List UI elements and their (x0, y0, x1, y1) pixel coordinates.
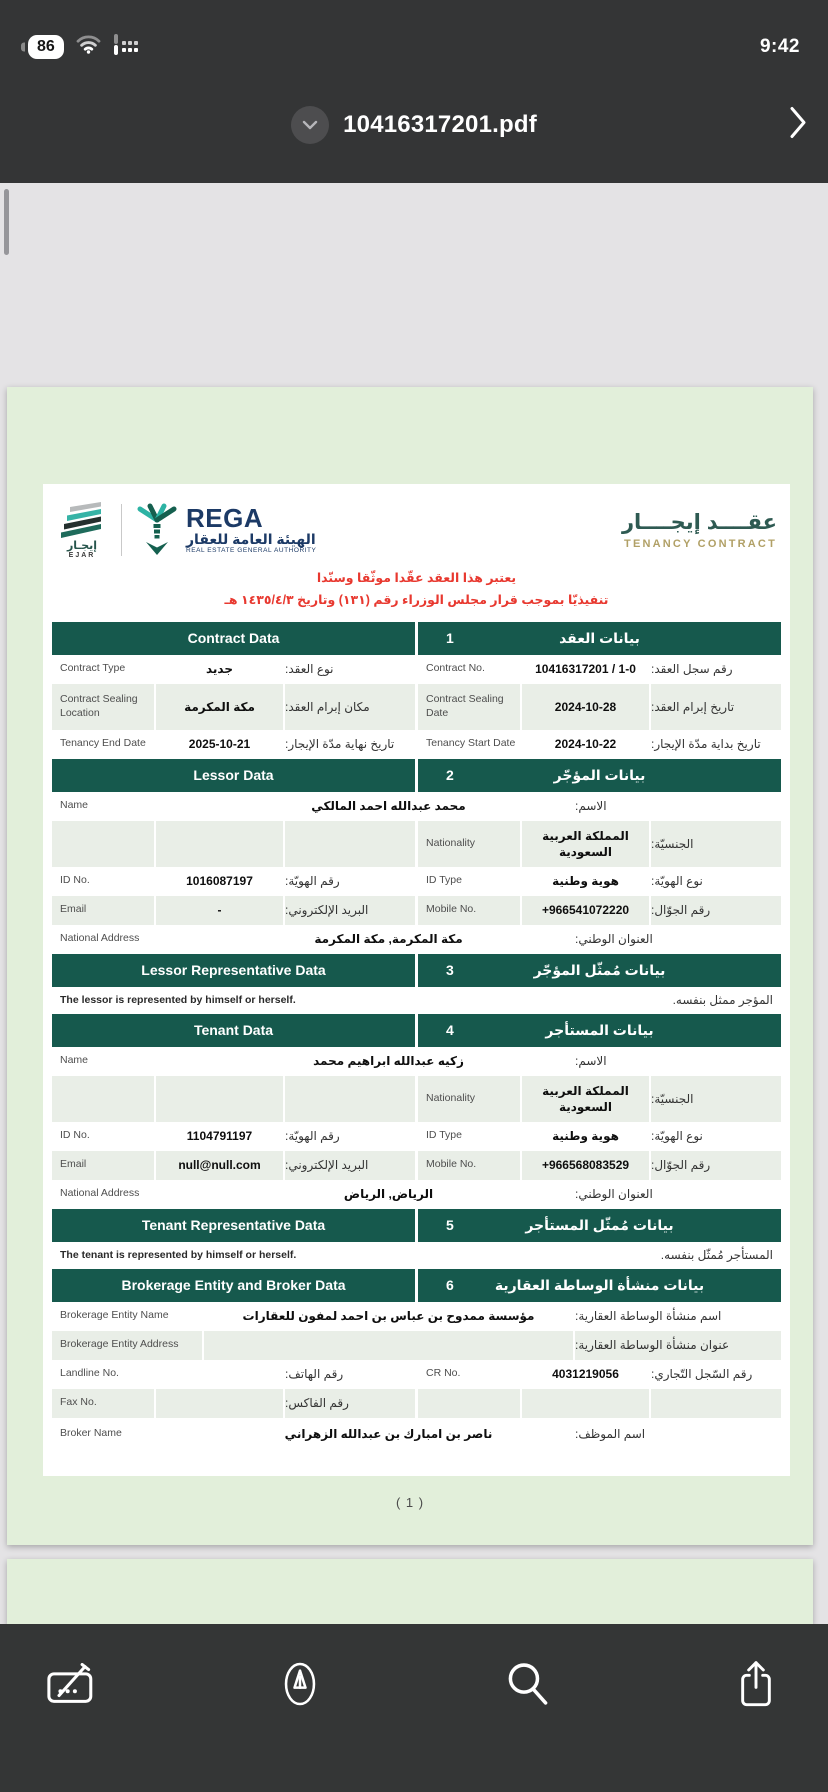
field-label-en: ID No. (52, 1122, 154, 1151)
representative-note (52, 987, 781, 1014)
field-value: المملكة العربية السعودية (522, 1076, 649, 1122)
pdf-page-1 (7, 387, 813, 1545)
section-lessor-representative (52, 954, 781, 1014)
field-value: هوية وطنية (522, 1122, 649, 1151)
field-label-en: Brokerage Entity Name (52, 1302, 202, 1331)
section-title-ar: بيانات منشأة الوساطة العقارية (494, 1276, 705, 1293)
field-label-en: CR No. (418, 1360, 520, 1389)
field-label-ar: الاسم: (575, 792, 781, 821)
field-label-en: ID No. (52, 867, 154, 896)
document-title-bar (0, 94, 828, 156)
field-value: الرياض, الرياض (204, 1180, 573, 1209)
field-label-en: Tenancy End Date (52, 730, 154, 759)
section-tenant-representative (52, 1209, 781, 1269)
bottom-toolbar (0, 1624, 828, 1792)
field-value: زكيه عبدالله ابراهيم محمد (204, 1047, 573, 1076)
contract-title-english: TENANCY CONTRACT (624, 538, 777, 550)
field-label-ar: الاسم: (575, 1047, 781, 1076)
field-value: +966541072220 (522, 896, 649, 925)
ejar-logo-latin: EJAR (68, 551, 96, 559)
table-row (52, 1151, 781, 1180)
field-label-en: ID Type (418, 867, 520, 896)
search-button[interactable] (500, 1656, 556, 1712)
field-label-en: Mobile No. (418, 896, 520, 925)
table-row (52, 684, 781, 730)
field-label-ar: تاريخ نهاية مدّة الإيجار: (285, 730, 415, 759)
ejar-stripes-icon (59, 502, 105, 538)
section-title-en: Lessor Representative Data (52, 954, 415, 987)
field-label-ar: البريد الإلكتروني: (285, 896, 415, 925)
section-contract-data (52, 622, 781, 759)
field-label-en: Tenancy Start Date (418, 730, 520, 759)
section-number: 5 (446, 1217, 454, 1234)
top-bar (0, 0, 828, 183)
field-value (204, 1331, 573, 1360)
section-title-ar: بيانات مُمثّل المؤجّر (533, 961, 666, 978)
field-label-en: Name (52, 792, 202, 821)
field-label-ar: نوع العقد: (285, 655, 415, 684)
field-value (156, 1360, 283, 1389)
markup-pencil-icon (283, 1660, 317, 1708)
field-label-ar: تاريخ بداية مدّة الإيجار: (651, 730, 781, 759)
rega-english-name: REAL ESTATE GENERAL AUTHORITY (186, 547, 317, 555)
section-title-en: Tenant Representative Data (52, 1209, 415, 1242)
field-value: +966568083529 (522, 1151, 649, 1180)
legal-notice-line1: يعتبر هذا العقد عقّدا موثّقا وسنّدا (316, 571, 517, 585)
field-label-ar: رقم الجوّال: (651, 1151, 781, 1180)
field-label-en: Email (52, 896, 154, 925)
table-row (52, 1180, 781, 1209)
pdf-scroll-area[interactable] (0, 183, 828, 1624)
search-icon (505, 1661, 551, 1707)
document-header (52, 494, 781, 566)
note-ar: المستأجر مُمثّل بنفسه. (660, 1248, 773, 1263)
section-title-en: Lessor Data (52, 759, 415, 792)
field-value: 4031219056 (522, 1360, 649, 1389)
share-icon (736, 1659, 776, 1709)
table-row (52, 821, 781, 867)
section-title-en: Contract Data (52, 622, 415, 655)
wifi-icon (76, 35, 101, 59)
field-label-en: Name (52, 1047, 202, 1076)
field-label-en: National Address (52, 925, 202, 954)
section-title-ar: بيانات مُمثّل المستأجر (525, 1216, 674, 1233)
section-number: 1 (446, 630, 454, 647)
table-row (52, 655, 781, 684)
table-row (52, 1418, 781, 1458)
field-label-ar: الجنسيّة: (651, 1076, 781, 1122)
contract-title-arabic: عقــــد إيجــــار (621, 511, 777, 534)
field-value: - (156, 896, 283, 925)
field-value: المملكة العربية السعودية (522, 821, 649, 867)
section-lessor-data (52, 759, 781, 954)
field-label-ar: البريد الإلكتروني: (285, 1151, 415, 1180)
field-label-ar: الجنسيّة: (651, 821, 781, 867)
field-label-ar: تاريخ إبرام العقد: (651, 684, 781, 730)
rega-palm-icon (135, 503, 179, 557)
field-value: ناصر بن امبارك بن عبدالله الزهراني (204, 1418, 573, 1458)
table-row (52, 925, 781, 954)
section-title-ar: بيانات العقد (559, 629, 640, 646)
section-tenant-data (52, 1014, 781, 1209)
field-label-ar: اسم منشأة الوساطة العقارية: (575, 1302, 781, 1331)
rega-wordmark: REGA (186, 503, 264, 534)
legal-notice (52, 568, 781, 612)
field-label-ar: رقم الهويّة: (285, 1122, 415, 1151)
note-en: The tenant is represented by himself or herself. (60, 1249, 297, 1262)
representative-note (52, 1242, 781, 1269)
table-row (52, 1360, 781, 1389)
contract-document (43, 484, 790, 1476)
field-value: 10416317201 / 1-0 (522, 655, 649, 684)
section-title-ar: بيانات المستأجر (545, 1021, 654, 1038)
markup-button[interactable] (272, 1656, 328, 1712)
table-row (52, 1047, 781, 1076)
field-label-ar: رقم الجوّال: (651, 896, 781, 925)
signature-button[interactable] (44, 1656, 100, 1712)
field-label-en: Contract No. (418, 655, 520, 684)
table-row (52, 896, 781, 925)
table-row (52, 730, 781, 759)
rega-logo (135, 503, 316, 557)
scrollbar[interactable] (4, 189, 9, 255)
field-label-en: Email (52, 1151, 154, 1180)
section-number: 6 (446, 1277, 454, 1294)
field-label-en: Broker Name (52, 1418, 202, 1458)
table-row (52, 1122, 781, 1151)
field-label-en: National Address (52, 1180, 202, 1209)
field-label-en: Nationality (418, 821, 520, 867)
field-label-en: Nationality (418, 1076, 520, 1122)
status-bar (0, 28, 828, 66)
rega-arabic-name: الهيئة العامة للعقار (186, 531, 316, 548)
section-title-ar: بيانات المؤجّر (553, 766, 646, 783)
ejar-logo (56, 502, 108, 559)
table-row (52, 792, 781, 821)
table-row (52, 1389, 781, 1418)
chevron-down-icon[interactable] (291, 106, 329, 144)
field-value: 1016087197 (156, 867, 283, 896)
section-title-en: Brokerage Entity and Broker Data (52, 1269, 415, 1302)
document-filename: 10416317201.pdf (343, 111, 537, 138)
field-value: مكة المكرمة, مكة المكرمة (204, 925, 573, 954)
field-value: 2024-10-22 (522, 730, 649, 759)
note-ar: المؤجر ممثل بنفسه. (672, 993, 773, 1008)
section-brokerage-data (52, 1269, 781, 1458)
page-number: ( 1 ) (395, 1495, 425, 1510)
field-label-en: Contract Sealing Location (52, 684, 154, 730)
section-number: 4 (446, 1022, 454, 1039)
field-label-en: Contract Type (52, 655, 154, 684)
field-label-en: Brokerage Entity Address (52, 1331, 202, 1360)
field-label-ar: نوع الهويّة: (651, 1122, 781, 1151)
field-value: مكة المكرمة (156, 684, 283, 730)
field-value: مؤسسة ممدوح بن عباس بن احمد لمفون للعقارات (204, 1302, 573, 1331)
section-number: 3 (446, 962, 454, 979)
pdf-page-2 (7, 1559, 813, 1624)
field-label-en: ID Type (418, 1122, 520, 1151)
ejar-logo-arabic: إيجـار (66, 539, 98, 552)
signature-icon (46, 1663, 98, 1705)
table-row (52, 1331, 781, 1360)
field-label-ar: رقم الهاتف: (285, 1360, 415, 1389)
field-label-en: Contract Sealing Date (418, 684, 520, 730)
note-en: The lessor is represented by himself or herself. (60, 994, 296, 1007)
field-label-ar: رقم الفاكس: (285, 1389, 415, 1418)
field-label-en: Fax No. (52, 1389, 154, 1418)
field-label-en: Landline No. (52, 1360, 154, 1389)
field-label-ar: العنوان الوطني: (575, 1180, 781, 1209)
field-value: محمد عبدالله احمد المالكي (204, 792, 573, 821)
field-value: 2025-10-21 (156, 730, 283, 759)
field-value (156, 1389, 283, 1418)
field-value: 2024-10-28 (522, 684, 649, 730)
section-number: 2 (446, 767, 454, 784)
field-value: null@null.com (156, 1151, 283, 1180)
field-label-ar: رقم الهويّة: (285, 867, 415, 896)
legal-notice-line2: تنفيذيّا بموجب قرار مجلس الوزراء رقم (١٣١) وتاريخ ١٤٣٥/٤/٣ هـ (224, 592, 609, 607)
clock: 9:42 (759, 36, 800, 57)
table-row (52, 867, 781, 896)
field-label-ar: رقم السّجل التّجاري: (651, 1360, 781, 1389)
logo-divider (121, 504, 122, 556)
field-label-en: Mobile No. (418, 1151, 520, 1180)
field-label-ar: نوع الهويّة: (651, 867, 781, 896)
field-value: 1104791197 (156, 1122, 283, 1151)
field-value: هوية وطنية (522, 867, 649, 896)
field-label-ar: مكان إبرام العقد: (285, 684, 415, 730)
field-label-ar: العنوان الوطني: (575, 925, 781, 954)
field-label-ar: عنوان منشأة الوساطة العقارية: (575, 1331, 781, 1360)
table-row (52, 1076, 781, 1122)
battery-percent: 86 (37, 38, 55, 56)
table-row (52, 1302, 781, 1331)
field-label-ar: رقم سجل العقد: (651, 655, 781, 684)
section-title-en: Tenant Data (52, 1014, 415, 1047)
cellular-signal-icon (113, 34, 143, 60)
field-value: جديد (156, 655, 283, 684)
next-chevron-icon[interactable] (788, 105, 808, 146)
document-title-menu[interactable] (291, 106, 537, 144)
battery-indicator (28, 35, 64, 58)
field-label-ar: اسم الموظف: (575, 1418, 781, 1458)
share-button[interactable] (728, 1656, 784, 1712)
